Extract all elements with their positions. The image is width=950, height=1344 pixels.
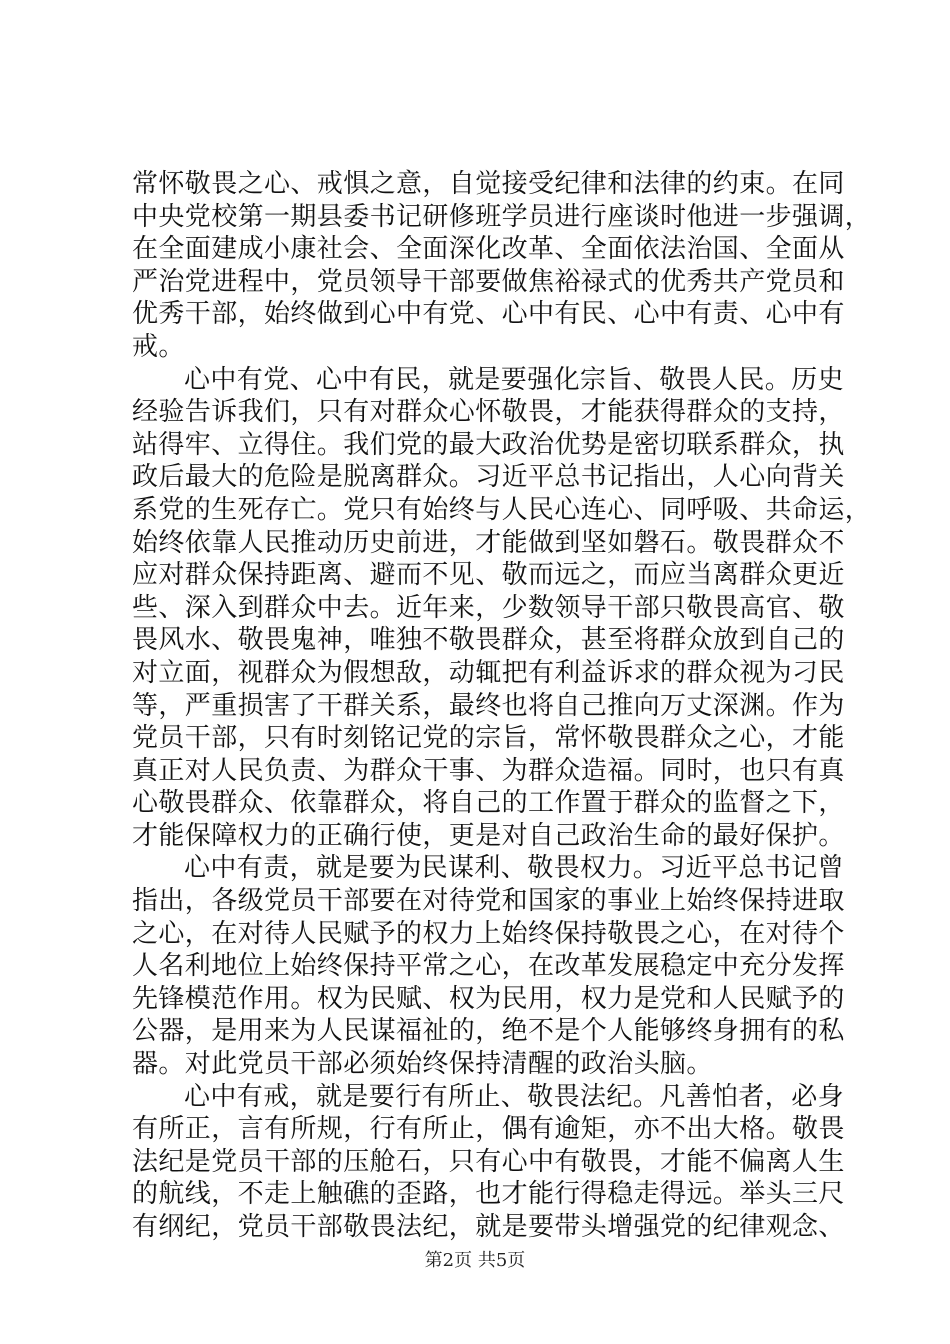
text-line: 始终依靠人民推动历史前进，才能做到坚如磐石。敬畏群众不 — [132, 527, 845, 558]
text-line: 心中有戒，就是要行有所止、敬畏法纪。凡善怕者，必身 — [184, 1081, 845, 1112]
text-line: 常怀敬畏之心、戒惧之意，自觉接受纪律和法律的约束。在同 — [132, 169, 845, 199]
text-line: 系党的生死存亡。党只有始终与人民心连心、同呼吸、共命运， — [132, 494, 872, 525]
text-line: 心中有责，就是要为民谋利、敬畏权力。习近平总书记曾 — [184, 853, 845, 884]
text-line: 有所正，言有所规，行有所止，偶有逾矩，亦不出大格。敬畏 — [132, 1114, 845, 1145]
text-line: 应对群众保持距离、避而不见、敬而远之，而应当离群众更近 — [132, 560, 845, 591]
page-footer: 第2页 共5页 — [424, 1250, 526, 1271]
text-line: 站得牢、立得住。我们党的最大政治优势是密切联系群众，执 — [132, 429, 845, 460]
text-line: 些、深入到群众中去。近年来，少数领导干部只敬畏高官、敬 — [132, 592, 845, 623]
text-line: 才能保障权力的正确行使，更是对自己政治生命的最好保护。 — [132, 820, 845, 851]
text-line: 人名利地位上始终保持平常之心，在改革发展稳定中充分发挥 — [132, 951, 845, 982]
text-line: 优秀干部，始终做到心中有党、心中有民、心中有责、心中有 — [132, 299, 845, 330]
body-text — [132, 168, 872, 1244]
text-line: 先锋模范作用。权为民赋、权为民用，权力是党和人民赋予的 — [132, 983, 845, 1014]
text-line: 等，严重损害了干群关系，最终也将自己推向万丈深渊。作为 — [132, 690, 845, 721]
text-line: 畏风水、敬畏鬼神，唯独不敬畏群众，甚至将群众放到自己的 — [132, 625, 845, 656]
text-line: 心敬畏群众、依靠群众，将自己的工作置于群众的监督之下， — [132, 788, 845, 819]
text-line: 公器，是用来为人民谋福祉的，绝不是个人能够终身拥有的私 — [132, 1016, 845, 1047]
text-line: 法纪是党员干部的压舱石，只有心中有敬畏，才能不偏离人生 — [132, 1146, 845, 1177]
text-line: 戒。 — [132, 331, 185, 362]
text-line: 有纲纪，党员干部敬畏法纪，就是要带头增强党的纪律观念、 — [132, 1212, 845, 1242]
text-line: 政后最大的危险是脱离群众。习近平总书记指出，人心向背关 — [132, 462, 845, 493]
text-line: 之心，在对待人民赋予的权力上始终保持敬畏之心，在对待个 — [132, 918, 845, 949]
text-line: 党员干部，只有时刻铭记党的宗旨，常怀敬畏群众之心，才能 — [132, 723, 845, 754]
text-line: 对立面，视群众为假想敌，动辄把有利益诉求的群众视为刁民 — [132, 657, 845, 688]
text-line: 严治党进程中，党员领导干部要做焦裕禄式的优秀共产党员和 — [132, 266, 845, 297]
text-line: 在全面建成小康社会、全面深化改革、全面依法治国、全面从 — [132, 234, 845, 265]
text-line: 心中有党、心中有民，就是要强化宗旨、敬畏人民。历史 — [184, 364, 845, 395]
text-line: 经验告诉我们，只有对群众心怀敬畏，才能获得群众的支持， — [132, 397, 845, 428]
text-line: 的航线，不走上触礁的歪路，也才能行得稳走得远。举头三尺 — [132, 1179, 845, 1210]
text-line: 中央党校第一期县委书记研修班学员进行座谈时他进一步强调， — [132, 201, 872, 232]
text-line: 器。对此党员干部必须始终保持清醒的政治头脑。 — [132, 1049, 713, 1080]
text-line: 指出，各级党员干部要在对待党和国家的事业上始终保持进取 — [132, 886, 845, 917]
text-line: 真正对人民负责、为群众干事、为群众造福。同时，也只有真 — [132, 755, 845, 786]
